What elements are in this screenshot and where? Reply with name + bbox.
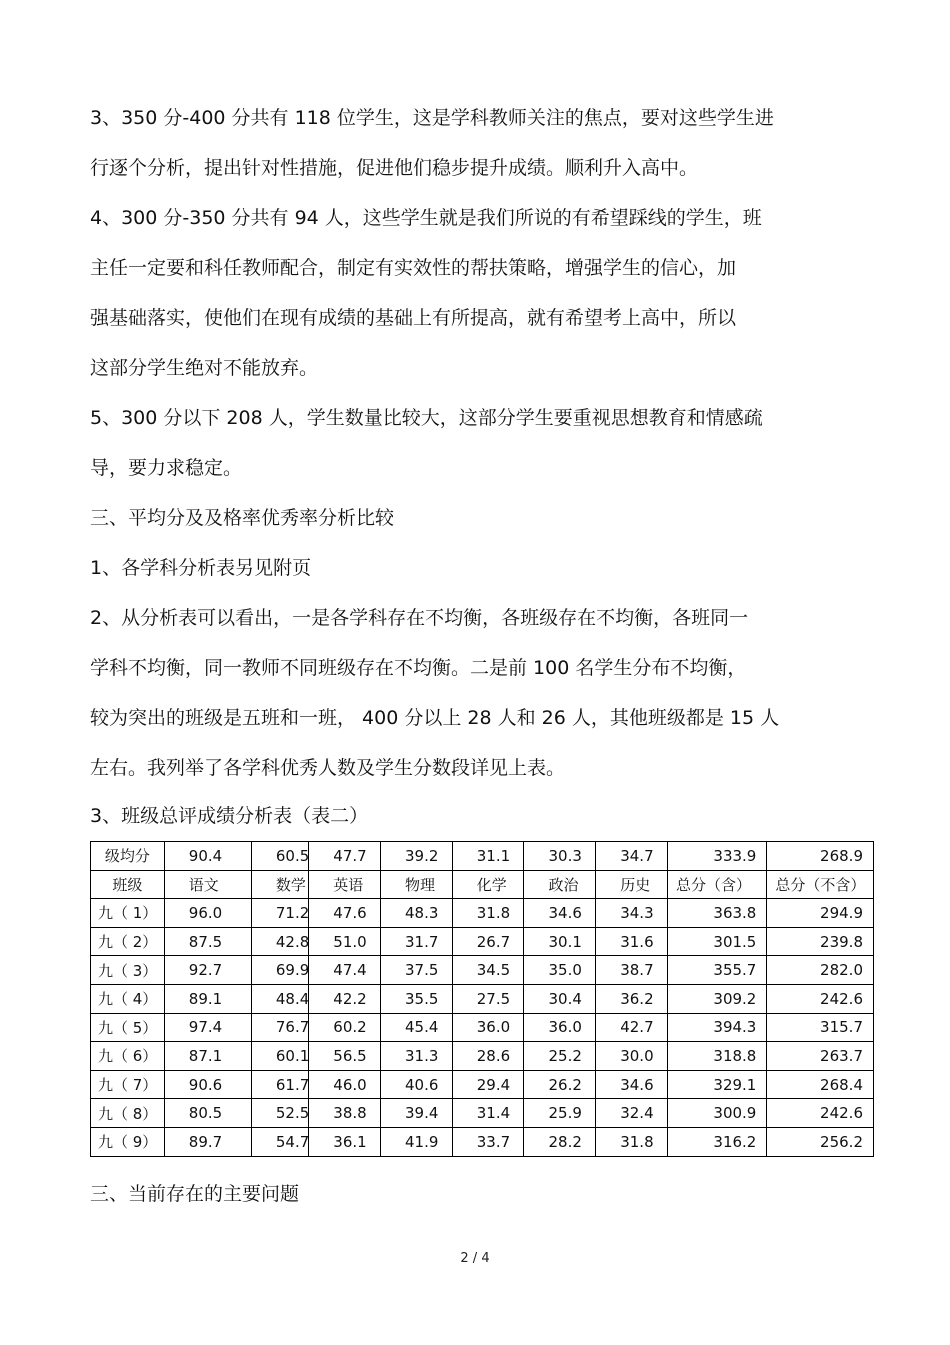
table-cell: 87.5 xyxy=(164,927,251,956)
table-cell: 47.4 xyxy=(309,956,381,985)
table-cell: 29.4 xyxy=(452,1070,524,1099)
paragraph-line: 较为突出的班级是五班和一班， 400 分以上 28 人和 26 人，其他班级都是 15 人 xyxy=(90,707,780,729)
table-cell: 34.5 xyxy=(452,956,524,985)
table-cell: 九（ 7） xyxy=(91,1070,165,1099)
table-cell: 87.1 xyxy=(164,1042,251,1071)
table-cell: 41.9 xyxy=(381,1127,453,1156)
table-cell: 242.6 xyxy=(767,1099,874,1128)
table-caption: 3、班级总评成绩分析表（表二） xyxy=(90,805,369,827)
table-cell: 52.5 xyxy=(251,1099,308,1128)
table-cell: 26.2 xyxy=(524,1070,596,1099)
paragraph-line: 4、300 分-350 分共有 94 人，这些学生就是我们所说的有希望踩线的学生，班 xyxy=(90,207,762,229)
paragraph-line: 3、350 分-400 分共有 118 位学生，这是学科教师关注的焦点，要对这些学生进 xyxy=(90,107,774,129)
table-cell: 282.0 xyxy=(767,956,874,985)
table-cell: 34.3 xyxy=(596,899,668,928)
table-cell: 256.2 xyxy=(767,1127,874,1156)
table-cell: 51.0 xyxy=(309,927,381,956)
table-cell: 语文 xyxy=(164,870,251,899)
table-cell: 71.2 xyxy=(251,899,308,928)
paragraph-line: 强基础落实，使他们在现有成绩的基础上有所提高，就有希望考上高中，所以 xyxy=(90,307,737,329)
table-cell: 34.7 xyxy=(596,842,668,871)
paragraph-line: 学科不均衡，同一教师不同班级存在不均衡。二是前 100 名学生分布不均衡， xyxy=(90,657,747,679)
table-cell: 329.1 xyxy=(667,1070,766,1099)
table-cell: 39.4 xyxy=(381,1099,453,1128)
table-cell: 31.6 xyxy=(596,927,668,956)
table-cell: 九（ 9） xyxy=(91,1127,165,1156)
table-cell: 92.7 xyxy=(164,956,251,985)
table-cell: 31.8 xyxy=(596,1127,668,1156)
section-heading: 三、当前存在的主要问题 xyxy=(90,1183,300,1205)
paragraph-line: 5、300 分以下 208 人，学生数量比较大，这部分学生要重视思想教育和情感疏 xyxy=(90,407,763,429)
table-cell: 36.2 xyxy=(596,984,668,1013)
table-cell: 76.7 xyxy=(251,1013,308,1042)
table-row xyxy=(91,956,874,985)
table-cell: 268.9 xyxy=(767,842,874,871)
table-cell: 28.6 xyxy=(452,1042,524,1071)
table-cell: 301.5 xyxy=(667,927,766,956)
table-cell: 班级 xyxy=(91,870,165,899)
table-cell: 35.5 xyxy=(381,984,453,1013)
table-cell: 333.9 xyxy=(667,842,766,871)
table-cell: 九（ 8） xyxy=(91,1099,165,1128)
paragraph-line: 主任一定要和科任教师配合，制定有实效性的帮扶策略，增强学生的信心，加 xyxy=(90,257,737,279)
table-cell: 90.4 xyxy=(164,842,251,871)
table-cell: 394.3 xyxy=(667,1013,766,1042)
table-cell: 30.0 xyxy=(596,1042,668,1071)
table-cell: 36.0 xyxy=(452,1013,524,1042)
table-cell: 60.2 xyxy=(309,1013,381,1042)
grade-average-row xyxy=(91,842,874,871)
table-cell: 28.2 xyxy=(524,1127,596,1156)
table-cell: 历史 xyxy=(596,870,668,899)
table-cell: 42.8 xyxy=(251,927,308,956)
class-score-table xyxy=(90,841,874,1157)
table-cell: 318.8 xyxy=(667,1042,766,1071)
section-heading: 三、平均分及及格率优秀率分析比较 xyxy=(90,507,395,529)
table-cell: 30.4 xyxy=(524,984,596,1013)
table-row xyxy=(91,1042,874,1071)
table-cell: 31.7 xyxy=(381,927,453,956)
table-row xyxy=(91,1099,874,1128)
table-cell: 级均分 xyxy=(91,842,165,871)
table-cell: 26.7 xyxy=(452,927,524,956)
table-cell: 九（ 3） xyxy=(91,956,165,985)
table-cell: 355.7 xyxy=(667,956,766,985)
table-cell: 42.7 xyxy=(596,1013,668,1042)
table-cell: 46.0 xyxy=(309,1070,381,1099)
table-cell: 九（ 5） xyxy=(91,1013,165,1042)
table-cell: 31.3 xyxy=(381,1042,453,1071)
paragraph-line: 1、各学科分析表另见附页 xyxy=(90,557,312,579)
table-row xyxy=(91,899,874,928)
table-cell: 309.2 xyxy=(667,984,766,1013)
table-row xyxy=(91,984,874,1013)
table-cell: 54.7 xyxy=(251,1127,308,1156)
table-cell: 九（ 1） xyxy=(91,899,165,928)
table-cell: 35.0 xyxy=(524,956,596,985)
table-cell: 316.2 xyxy=(667,1127,766,1156)
table-cell: 政治 xyxy=(524,870,596,899)
table-cell: 363.8 xyxy=(667,899,766,928)
table-cell: 31.8 xyxy=(452,899,524,928)
table-cell: 96.0 xyxy=(164,899,251,928)
table-cell: 九（ 6） xyxy=(91,1042,165,1071)
table-cell: 42.2 xyxy=(309,984,381,1013)
table-cell: 30.1 xyxy=(524,927,596,956)
table-cell: 九（ 2） xyxy=(91,927,165,956)
table-cell: 80.5 xyxy=(164,1099,251,1128)
table-cell: 37.5 xyxy=(381,956,453,985)
paragraph-line: 行逐个分析，提出针对性措施，促进他们稳步提升成绩。顺利升入高中。 xyxy=(90,157,699,179)
table-cell: 25.2 xyxy=(524,1042,596,1071)
table-cell: 60.5 xyxy=(251,842,308,871)
table-cell: 89.7 xyxy=(164,1127,251,1156)
table-cell: 294.9 xyxy=(767,899,874,928)
table-cell: 34.6 xyxy=(524,899,596,928)
table-cell: 315.7 xyxy=(767,1013,874,1042)
table-cell: 英语 xyxy=(309,870,381,899)
table-row xyxy=(91,1013,874,1042)
page-number: 2 / 4 xyxy=(460,1251,490,1266)
table-cell: 90.6 xyxy=(164,1070,251,1099)
table-cell: 31.1 xyxy=(452,842,524,871)
table-cell: 48.3 xyxy=(381,899,453,928)
table-cell: 61.7 xyxy=(251,1070,308,1099)
table-cell: 239.8 xyxy=(767,927,874,956)
table-cell: 九（ 4） xyxy=(91,984,165,1013)
table-cell: 56.5 xyxy=(309,1042,381,1071)
paragraph-line: 2、从分析表可以看出，一是各学科存在不均衡，各班级存在不均衡，各班同一 xyxy=(90,607,749,629)
table-cell: 45.4 xyxy=(381,1013,453,1042)
table-cell: 34.6 xyxy=(596,1070,668,1099)
table-cell: 31.4 xyxy=(452,1099,524,1128)
table-header-row xyxy=(91,870,874,899)
table-cell: 数学 xyxy=(251,870,308,899)
table-cell: 33.7 xyxy=(452,1127,524,1156)
table-cell: 40.6 xyxy=(381,1070,453,1099)
table-cell: 化学 xyxy=(452,870,524,899)
table-cell: 总分（含） xyxy=(667,870,766,899)
table-cell: 97.4 xyxy=(164,1013,251,1042)
table-cell: 25.9 xyxy=(524,1099,596,1128)
table-cell: 300.9 xyxy=(667,1099,766,1128)
table-cell: 60.1 xyxy=(251,1042,308,1071)
table-cell: 48.4 xyxy=(251,984,308,1013)
table-cell: 38.7 xyxy=(596,956,668,985)
table-cell: 47.6 xyxy=(309,899,381,928)
table-cell: 268.4 xyxy=(767,1070,874,1099)
table-cell: 263.7 xyxy=(767,1042,874,1071)
table-cell: 242.6 xyxy=(767,984,874,1013)
table-cell: 47.7 xyxy=(309,842,381,871)
table-cell: 36.0 xyxy=(524,1013,596,1042)
table-cell: 32.4 xyxy=(596,1099,668,1128)
table-cell: 36.1 xyxy=(309,1127,381,1156)
table-cell: 39.2 xyxy=(381,842,453,871)
table-cell: 89.1 xyxy=(164,984,251,1013)
paragraph-line: 导，要力求稳定。 xyxy=(90,457,243,479)
table-row xyxy=(91,1127,874,1156)
paragraph-line: 这部分学生绝对不能放弃。 xyxy=(90,357,319,379)
table-row xyxy=(91,1070,874,1099)
paragraph-line: 左右。我列举了各学科优秀人数及学生分数段详见上表。 xyxy=(90,757,566,779)
table-cell: 总分（不含） xyxy=(767,870,874,899)
table-cell: 38.8 xyxy=(309,1099,381,1128)
table-cell: 27.5 xyxy=(452,984,524,1013)
table-cell: 物理 xyxy=(381,870,453,899)
table-row xyxy=(91,927,874,956)
table-cell: 69.9 xyxy=(251,956,308,985)
table-cell: 30.3 xyxy=(524,842,596,871)
